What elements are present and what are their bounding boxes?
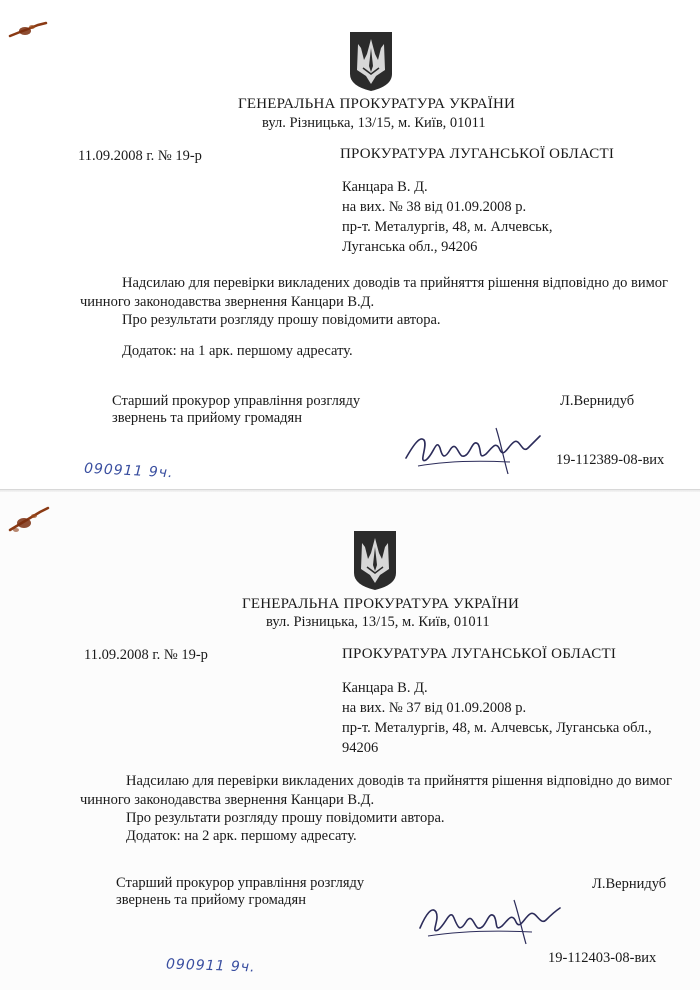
handwritten-registration-note: 090911 9ч.	[165, 956, 256, 976]
signer-name: Л.Вернидуб	[560, 393, 635, 409]
body-line: Про результати розгляду прошу повідомити автора.	[126, 810, 445, 826]
body-line: Надсилаю для перевірки викладених доводів та прийняття рішення відповідно до вимог	[122, 275, 668, 291]
address-line: Канцара В. Д.	[342, 179, 428, 195]
handwritten-signature	[400, 420, 545, 480]
recipient-org: ПРОКУРАТУРА ЛУГАНСЬКОЇ ОБЛАСТІ	[340, 146, 615, 162]
org-title: ГЕНЕРАЛЬНА ПРОКУРАТУРА УКРАЇНИ	[242, 596, 520, 612]
rust-stain-mark	[8, 20, 48, 42]
date-number: 11.09.2008 г. № 19-р	[78, 148, 202, 164]
letter-1	[0, 0, 700, 490]
trident-emblem-icon	[352, 529, 398, 591]
recipient-address-block	[342, 177, 552, 257]
address-line: Луганська обл., 94206	[342, 239, 478, 255]
address-line: Канцара В. Д.	[342, 680, 428, 696]
org-address: вул. Різницька, 13/15, м. Київ, 01011	[262, 115, 486, 131]
address-line: на вих. № 38 від 01.09.2008 р.	[342, 199, 527, 215]
outgoing-number: 19-112389-08-вих	[556, 452, 665, 468]
org-title: ГЕНЕРАЛЬНА ПРОКУРАТУРА УКРАЇНИ	[238, 96, 516, 112]
signer-name: Л.Вернидуб	[592, 876, 667, 892]
body-line: чинного законодавства звернення Канцари В.Д.	[80, 792, 375, 808]
attachment-note: Додаток: на 2 арк. першому адресату.	[126, 828, 357, 844]
date-number: 11.09.2008 г. № 19-р	[84, 647, 208, 663]
address-line: пр-т. Металургів, 48, м. Алчевськ, Луганська обл.,	[342, 720, 652, 736]
trident-emblem-icon	[348, 30, 394, 92]
body-line: Про результати розгляду прошу повідомити автора.	[122, 312, 441, 328]
body-line: Надсилаю для перевірки викладених доводів та прийняття рішення відповідно до вимог	[126, 773, 672, 789]
signer-title-line: Старший прокурор управління розгляду	[112, 393, 361, 409]
address-line: на вих. № 37 від 01.09.2008 р.	[342, 700, 527, 716]
org-address: вул. Різницька, 13/15, м. Київ, 01011	[266, 614, 490, 630]
recipient-org: ПРОКУРАТУРА ЛУГАНСЬКОЇ ОБЛАСТІ	[342, 646, 617, 662]
outgoing-number: 19-112403-08-вих	[548, 950, 657, 966]
letter-2	[0, 492, 700, 990]
attachment-note: Додаток: на 1 арк. першому адресату.	[122, 343, 353, 359]
address-line: пр-т. Металургів, 48, м. Алчевськ,	[342, 219, 553, 235]
body-line: чинного законодавства звернення Канцари В.Д.	[80, 294, 375, 310]
rust-stain-mark	[8, 506, 50, 536]
signer-title-line: звернень та прийому громадян	[116, 892, 306, 908]
signer-title-line: звернень та прийому громадян	[112, 410, 302, 426]
signer-title-line: Старший прокурор управління розгляду	[116, 875, 365, 891]
address-line: 94206	[342, 740, 379, 756]
recipient-address-block	[342, 678, 652, 758]
handwritten-registration-note: 090911 9ч.	[83, 460, 174, 482]
handwritten-signature	[414, 894, 564, 950]
